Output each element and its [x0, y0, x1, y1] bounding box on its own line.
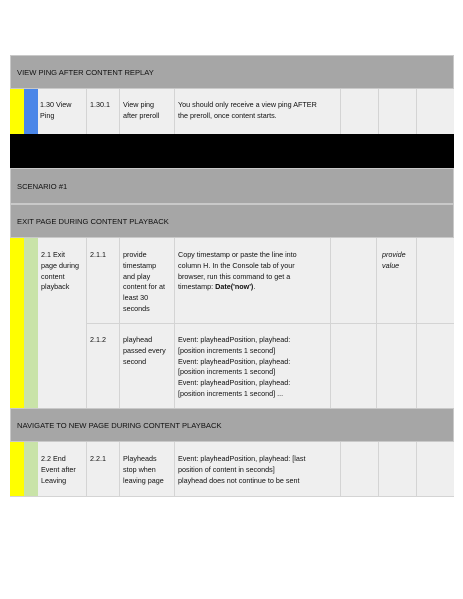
expected-result: Event: playheadPosition, playhead: [last position of content in seconds] playhead does not continue to be sent: [178, 454, 306, 485]
expected-text: Copy timestamp or paste the line into column H. In the Console tab of your browser, run this command to get a timestamp:: [178, 250, 297, 292]
yellow-marker: [10, 442, 24, 496]
column-divider: [174, 238, 175, 408]
test-id: 2.2.1: [90, 454, 106, 463]
section-header-view-ping: [10, 55, 454, 89]
column-divider: [86, 442, 87, 496]
section-header-scenario: [10, 168, 454, 204]
expected-result: Event: playheadPosition, playhead: [position increments 1 second] Event: playheadPosition, playhead: [position increments 1 second] Event: playheadPosition, playhead: [position increments 1 second] ...: [178, 335, 291, 398]
section-header-exit-page: [10, 204, 454, 238]
blue-marker: [24, 89, 38, 134]
green-marker: [24, 238, 38, 408]
section-title: VIEW PING AFTER CONTENT REPLAY: [17, 67, 154, 77]
expected-result: [178, 250, 338, 293]
table-row: [10, 238, 454, 408]
column-divider: [330, 238, 331, 408]
column-divider: [174, 89, 175, 134]
expected-text-end: .: [253, 282, 256, 292]
test-id: 2.1.1: [90, 250, 106, 259]
value-note: provide value: [382, 250, 406, 270]
separator-bar: [10, 134, 454, 168]
column-divider: [416, 89, 417, 134]
column-divider: [119, 442, 120, 496]
column-divider: [416, 238, 417, 408]
command-code: Date('now'): [215, 282, 254, 292]
yellow-marker: [10, 238, 24, 408]
column-divider: [340, 89, 341, 134]
column-divider: [378, 89, 379, 134]
section-title: NAVIGATE TO NEW PAGE DURING CONTENT PLAYBACK: [17, 420, 222, 430]
section-title: EXIT PAGE DURING CONTENT PLAYBACK: [17, 216, 169, 226]
test-id: 2.1.2: [90, 335, 106, 344]
column-divider: [376, 238, 377, 408]
table-row: [10, 442, 454, 496]
column-divider: [86, 238, 87, 408]
test-action: playhead passed every second: [123, 335, 166, 366]
column-divider: [378, 442, 379, 496]
column-divider: [174, 442, 175, 496]
column-divider: [416, 442, 417, 496]
green-marker: [24, 442, 38, 496]
test-action: provide timestamp and play content for at least 30 seconds: [123, 250, 165, 313]
test-name: 1.30 View Ping: [40, 100, 72, 120]
table-row: [10, 89, 454, 134]
column-divider: [86, 89, 87, 134]
column-divider: [119, 238, 120, 408]
section-title: SCENARIO #1: [17, 181, 68, 191]
test-id: 1.30.1: [90, 100, 110, 109]
yellow-marker: [10, 89, 24, 134]
column-divider: [119, 89, 120, 134]
test-name: 2.2 End Event after Leaving: [41, 454, 76, 485]
test-action: View ping after preroll: [123, 100, 160, 120]
table-bottom-border: [10, 496, 454, 497]
test-action: Playheads stop when leaving page: [123, 454, 164, 485]
section-header-navigate: [10, 408, 454, 442]
expected-result: You should only receive a view ping AFTER the preroll, once content starts.: [178, 100, 317, 120]
row-divider: [86, 323, 454, 324]
test-name: 2.1 Exit page during content playback: [41, 250, 79, 292]
column-divider: [340, 442, 341, 496]
